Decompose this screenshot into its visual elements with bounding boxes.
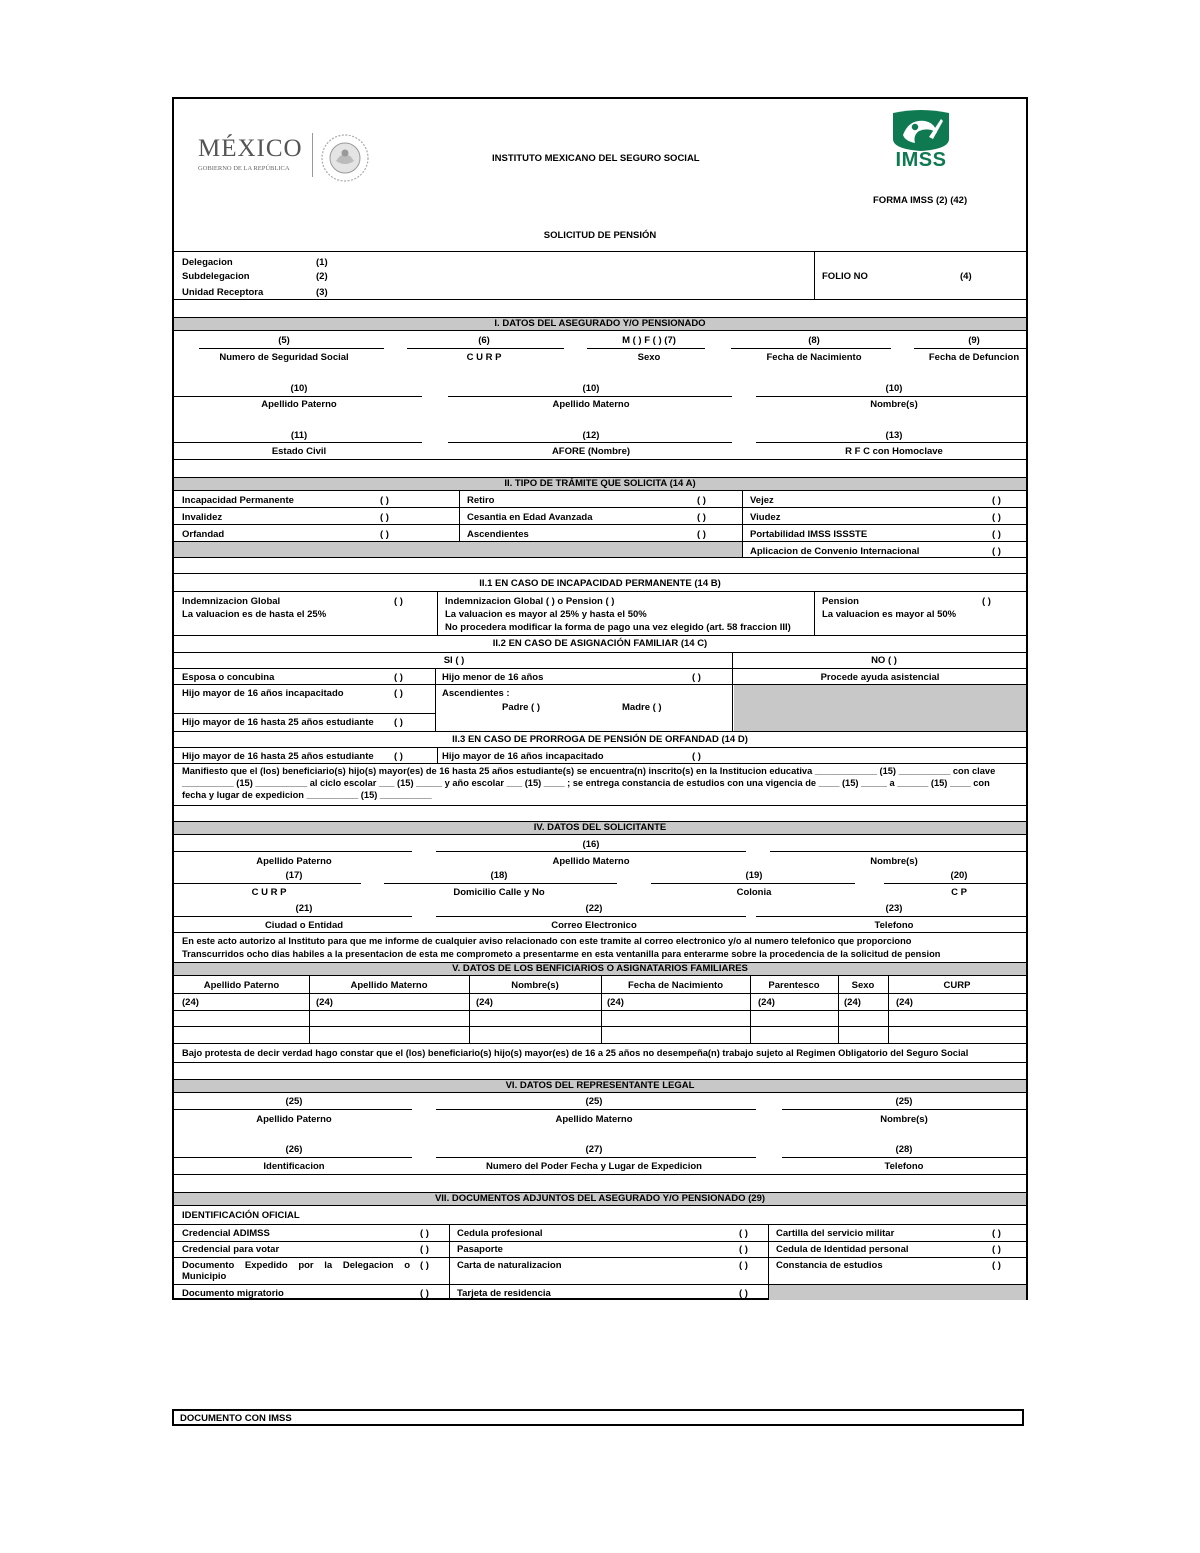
indemnizacion-note: La valuacion es de hasta el 25% xyxy=(182,609,327,620)
benef-cell-code: (24) xyxy=(476,997,493,1008)
asignacion-no[interactable]: NO ( ) xyxy=(871,655,897,666)
checkbox-cedula-profesional[interactable]: ( ) xyxy=(739,1228,748,1239)
s4-domicilio-label: Domicilio Calle y No xyxy=(453,887,545,898)
tramite-vejez: Vejez xyxy=(750,495,774,506)
manifiesto-line-2: __________ (15) __________ al ciclo escolar ___ (15) _____ y año escolar ___ (15) ____ ; se entrega constancia de estudios con una vigencia de ____ (15) _____ a ______ (15) ____ con xyxy=(182,778,990,788)
s4-ciudad-label: Ciudad o Entidad xyxy=(264,920,344,931)
nss-label: Numero de Seguridad Social xyxy=(219,352,349,363)
s4-telefono-code: (23) xyxy=(885,903,903,914)
benef-header-sexo: Sexo xyxy=(851,980,875,991)
benef-cell-code: (24) xyxy=(844,997,861,1008)
tramite-viudez: Viudez xyxy=(750,512,781,523)
form-title: SOLICITUD DE PENSIÓN xyxy=(543,230,657,241)
section-2-3-header: II.3 EN CASO DE PRORROGA DE PENSIÓN DE ORFANDAD (14 D) xyxy=(452,734,748,745)
national-seal-icon xyxy=(318,133,376,183)
transcurridos-text: Transcurridos ocho dias habiles a la presentacion de esta me comprometo a presentarme en esta ventanilla para enterarme sobre la procedencia de la solicitud de pension xyxy=(182,949,941,959)
sexo-code: M ( ) F ( ) (7) xyxy=(622,335,676,346)
s1-paterno-label: Apellido Paterno xyxy=(261,399,337,410)
documento-con-imss-box xyxy=(172,1409,1024,1426)
afore-label: AFORE (Nombre) xyxy=(551,446,631,457)
gobierno-caption: GOBIERNO DE LA REPÚBLICA xyxy=(198,165,290,172)
estado-civil-code: (11) xyxy=(290,430,308,441)
folio-code: (4) xyxy=(960,271,972,282)
checkbox-cesantia[interactable]: ( ) xyxy=(697,512,706,523)
checkbox-migratorio[interactable]: ( ) xyxy=(420,1288,429,1299)
checkbox-hijo-estudiante[interactable]: ( ) xyxy=(394,717,403,728)
rep-identificacion-code: (26) xyxy=(285,1144,303,1155)
checkbox-madre[interactable]: Madre ( ) xyxy=(622,702,662,713)
checkbox-padre[interactable]: Padre ( ) xyxy=(502,702,541,713)
tramite-portabilidad: Portabilidad IMSS ISSSTE xyxy=(750,529,868,540)
tramite-incapacidad: Incapacidad Permanente xyxy=(182,495,294,506)
office-code-delegacion: (1) xyxy=(316,257,328,268)
afore-code: (12) xyxy=(582,430,600,441)
s1-materno-code: (10) xyxy=(582,383,600,394)
gobierno-logo xyxy=(192,133,372,183)
solicitante-paterno: Apellido Paterno xyxy=(256,856,332,867)
benef-header-nacimiento: Fecha de Nacimiento xyxy=(627,980,724,991)
ascendientes-label: Ascendientes : xyxy=(442,688,510,699)
s4-curp-code: (17) xyxy=(285,870,303,881)
solicitante-code: (16) xyxy=(582,839,600,850)
tramite-convenio: Aplicacion de Convenio Internacional xyxy=(750,546,920,557)
checkbox-residencia[interactable]: ( ) xyxy=(739,1288,748,1299)
valuacion-mayor-50: La valuacion es mayor al 50% xyxy=(822,609,957,620)
hijo-menor-label: Hijo menor de 16 años xyxy=(442,672,544,683)
section-5-header: V. DATOS DE LOS BENFICIARIOS O ASIGNATARIOS FAMILIARES xyxy=(174,962,1026,976)
pension-label: Pension xyxy=(822,596,859,607)
tramite-invalidez: Invalidez xyxy=(182,512,223,523)
defuncion-code: (9) xyxy=(968,335,980,346)
indemnizacion-label: Indemnizacion Global xyxy=(182,596,281,607)
autorizacion-text: En este acto autorizo al Instituto para que me informe de cualquier aviso relacionado con este tramite al correo electronico y/o al numero telefonico que proporciono xyxy=(182,936,912,946)
rep-materno-label: Apellido Materno xyxy=(555,1114,633,1125)
valuacion-25-50: La valuacion es mayor al 25% y hasta el 50% xyxy=(445,609,647,620)
checkbox-portabilidad[interactable]: ( ) xyxy=(992,529,1001,540)
rep-nombre-label: Nombre(s) xyxy=(880,1114,928,1125)
nacimiento-label: Fecha de Nacimiento xyxy=(766,352,862,363)
s4-cp-code: (20) xyxy=(950,870,968,881)
doc-cedula-profesional: Cedula profesional xyxy=(457,1228,543,1239)
benef-header-paterno: Apellido Paterno xyxy=(203,980,280,991)
asignacion-si[interactable]: SI ( ) xyxy=(443,655,465,666)
section-4-header: IV. DATOS DEL SOLICITANTE xyxy=(174,821,1026,835)
checkbox-pension[interactable]: ( ) xyxy=(982,596,991,607)
imss-wordmark: IMSS xyxy=(895,149,947,171)
rep-nombre-code: (25) xyxy=(895,1096,913,1107)
imss-logo xyxy=(889,109,953,175)
section-2-header: II. TIPO DE TRÁMITE QUE SOLICITA (14 A) xyxy=(174,477,1026,491)
benef-header-nombre: Nombre(s) xyxy=(511,980,559,991)
tramite-orfandad: Orfandad xyxy=(182,529,225,540)
manifiesto-line-3: fecha y lugar de expedicion __________ (15) __________ xyxy=(182,790,432,800)
doc-pasaporte: Pasaporte xyxy=(457,1244,503,1255)
benef-header-parentesco: Parentesco xyxy=(768,980,820,991)
nss-code: (5) xyxy=(278,335,290,346)
rep-paterno-label: Apellido Paterno xyxy=(256,1114,332,1125)
prorroga-incapacitado: Hijo mayor de 16 años incapacitado xyxy=(442,751,604,762)
s4-colonia-code: (19) xyxy=(745,870,763,881)
rep-telefono-label: Telefono xyxy=(884,1161,924,1172)
rep-materno-code: (25) xyxy=(585,1096,603,1107)
checkbox-naturalizacion[interactable]: ( ) xyxy=(739,1260,748,1271)
hijo-estudiante-label: Hijo mayor de 16 hasta 25 años estudiante xyxy=(182,717,374,728)
hijo-incapacitado-label: Hijo mayor de 16 años incapacitado xyxy=(182,688,344,699)
checkbox-delegacion[interactable]: ( ) xyxy=(420,1260,429,1271)
s4-ciudad-code: (21) xyxy=(295,903,313,914)
rep-poder-label: Numero del Poder Fecha y Lugar de Expedicion xyxy=(486,1161,702,1172)
checkbox-viudez[interactable]: ( ) xyxy=(992,512,1001,523)
esposa-label: Esposa o concubina xyxy=(182,672,275,683)
institute-name: INSTITUTO MEXICANO DEL SEGURO SOCIAL xyxy=(492,153,700,164)
benef-cell-code: (24) xyxy=(182,997,199,1008)
checkbox-hijo-menor[interactable]: ( ) xyxy=(692,672,701,683)
checkbox-constancia[interactable]: ( ) xyxy=(992,1260,1001,1271)
s1-nombre-code: (10) xyxy=(885,383,903,394)
benef-cell-code: (24) xyxy=(316,997,333,1008)
s1-paterno-code: (10) xyxy=(290,383,308,394)
checkbox-prorroga-estudiante[interactable]: ( ) xyxy=(394,751,403,762)
checkbox-incapacidad[interactable]: ( ) xyxy=(380,495,389,506)
tramite-retiro: Retiro xyxy=(467,495,495,506)
tramite-cesantia: Cesantia en Edad Avanzada xyxy=(467,512,593,523)
office-label-delegacion: Delegacion xyxy=(182,257,233,268)
solicitante-materno: Apellido Materno xyxy=(552,856,630,867)
curp-code: (6) xyxy=(478,335,490,346)
benef-cell-code: (24) xyxy=(758,997,775,1008)
office-label-unidad: Unidad Receptora xyxy=(182,287,264,298)
solicitante-nombre: Nombre(s) xyxy=(870,856,918,867)
estado-civil-label: Estado Civil xyxy=(271,446,327,457)
checkbox-prorroga-incapacitado[interactable]: ( ) xyxy=(692,751,701,762)
benef-cell-code: (24) xyxy=(607,997,624,1008)
checkbox-cartilla[interactable]: ( ) xyxy=(992,1228,1001,1239)
checkbox-vejez[interactable]: ( ) xyxy=(992,495,1001,506)
checkbox-retiro[interactable]: ( ) xyxy=(697,495,706,506)
doc-cedula-identidad: Cedula de Identidad personal xyxy=(776,1244,909,1255)
identificacion-oficial-label: IDENTIFICACIÓN OFICIAL xyxy=(182,1210,300,1221)
defuncion-label: Fecha de Defuncion xyxy=(928,352,1020,363)
s4-domicilio-code: (18) xyxy=(490,870,508,881)
benef-cell-code: (24) xyxy=(896,997,913,1008)
doc-tarjeta-residencia: Tarjeta de residencia xyxy=(457,1288,551,1299)
tramite-ascendientes: Ascendientes xyxy=(467,529,529,540)
checkbox-indemnizacion[interactable]: ( ) xyxy=(394,596,403,607)
s4-correo-code: (22) xyxy=(585,903,603,914)
protesta-text: Bajo protesta de decir verdad hago constar que el (los) beneficiario(s) hijo(s) mayor(es) de 16 a 25 años no desempeña(n) trabajo sujeto al Regimen Obligatorio del Seguro Social xyxy=(182,1048,969,1058)
nacimiento-code: (8) xyxy=(808,335,820,346)
sexo-label: Sexo xyxy=(637,352,661,363)
s4-colonia-label: Colonia xyxy=(736,887,772,898)
checkbox-invalidez[interactable]: ( ) xyxy=(380,512,389,523)
benef-header-curp: CURP xyxy=(943,980,971,991)
doc-constancia-estudios: Constancia de estudios xyxy=(776,1260,883,1271)
rfc-code: (13) xyxy=(885,430,903,441)
form-code: FORMA IMSS (2) (42) xyxy=(873,195,968,206)
checkbox-esposa[interactable]: ( ) xyxy=(394,672,403,683)
s1-materno-label: Apellido Materno xyxy=(552,399,630,410)
checkbox-orfandad[interactable]: ( ) xyxy=(380,529,389,540)
doc-migratorio: Documento migratorio xyxy=(182,1288,284,1299)
s4-correo-label: Correo Electronico xyxy=(551,920,637,931)
rep-poder-code: (27) xyxy=(585,1144,603,1155)
checkbox-pasaporte[interactable]: ( ) xyxy=(739,1244,748,1255)
office-code-subdelegacion: (2) xyxy=(316,271,328,282)
doc-cartilla-militar: Cartilla del servicio militar xyxy=(776,1228,895,1239)
doc-carta-naturalizacion: Carta de naturalizacion xyxy=(457,1260,562,1271)
checkbox-convenio[interactable]: ( ) xyxy=(992,546,1001,557)
s4-curp-label: C U R P xyxy=(251,887,287,898)
checkbox-votar[interactable]: ( ) xyxy=(420,1244,429,1255)
s1-nombre-label: Nombre(s) xyxy=(870,399,918,410)
rep-paterno-code: (25) xyxy=(285,1096,303,1107)
s4-cp-label: C P xyxy=(951,887,967,898)
rfc-label: R F C con Homoclave xyxy=(845,446,943,457)
checkbox-cedula-identidad[interactable]: ( ) xyxy=(992,1244,1001,1255)
doc-expedido-delegacion: Documento Expedido por la Delegacion o Municipio xyxy=(182,1260,410,1282)
checkbox-hijo-incapacitado[interactable]: ( ) xyxy=(394,688,403,699)
rep-telefono-code: (28) xyxy=(895,1144,913,1155)
section-1-header: I. DATOS DEL ASEGURADO Y/O PENSIONADO xyxy=(174,317,1026,331)
section-2-2-header: II.2 EN CASO DE ASIGNACIÓN FAMILIAR (14 C) xyxy=(492,638,708,649)
section-6-header: VI. DATOS DEL REPRESENTANTE LEGAL xyxy=(174,1079,1026,1093)
indemnizacion-o-pension: Indemnizacion Global ( ) o Pension ( ) xyxy=(445,596,615,607)
section-7-header: VII. DOCUMENTOS ADJUNTOS DEL ASEGURADO Y/O PENSIONADO (29) xyxy=(174,1192,1026,1206)
manifiesto-line-1: Manifiesto que el (los) beneficiario(s) hijo(s) mayor(es) de 16 hasta 25 años estudiante(s) se encuentra(n) inscrito(s) en la Institucion educativa ____________ (15) __________ con clave xyxy=(182,766,996,776)
ayuda-asistencial: Procede ayuda asistencial xyxy=(820,672,940,683)
curp-label: C U R P xyxy=(466,352,502,363)
checkbox-ascendientes[interactable]: ( ) xyxy=(697,529,706,540)
doc-credencial-adimss: Credencial ADIMSS xyxy=(182,1228,270,1239)
mexico-wordmark: MÉXICO xyxy=(198,135,303,162)
folio-label: FOLIO NO xyxy=(822,271,868,282)
office-label-subdelegacion: Subdelegacion xyxy=(182,271,250,282)
prorroga-estudiante: Hijo mayor de 16 hasta 25 años estudiante xyxy=(182,751,374,762)
benef-header-materno: Apellido Materno xyxy=(350,980,428,991)
doc-credencial-votar: Credencial para votar xyxy=(182,1244,280,1255)
pension-request-form xyxy=(172,97,1028,1300)
section-2-1-header: II.1 EN CASO DE INCAPACIDAD PERMANENTE (14 B) xyxy=(479,578,721,589)
s4-telefono-label: Telefono xyxy=(874,920,914,931)
checkbox-adimss[interactable]: ( ) xyxy=(420,1228,429,1239)
imss-eagle-icon xyxy=(889,109,953,153)
office-code-unidad: (3) xyxy=(316,287,328,298)
no-modificar-note: No procedera modificar la forma de pago una vez elegido (art. 58 fraccion III) xyxy=(445,622,791,633)
documento-con-imss-label: DOCUMENTO CON IMSS xyxy=(180,1413,292,1424)
rep-identificacion-label: Identificacion xyxy=(263,1161,325,1172)
